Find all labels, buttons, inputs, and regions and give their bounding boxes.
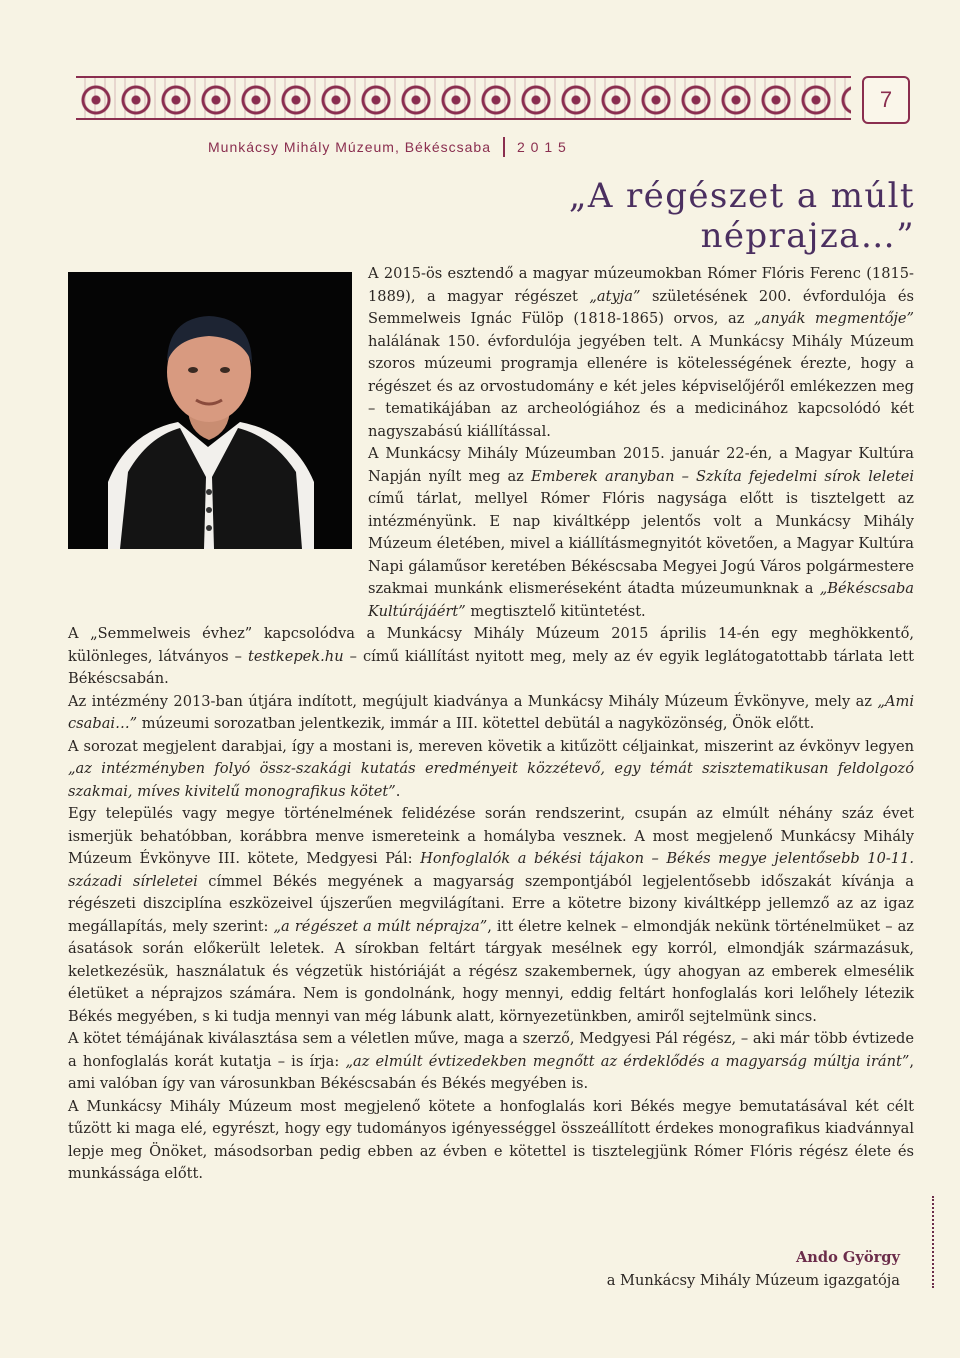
text-run: A sorozat megjelent darabjai, így a mostani is, mereven követik a kitűzött céljainkat, miszerint az évkönyv legyen bbox=[68, 737, 914, 755]
text-run: megtisztelő kitüntetést. bbox=[465, 602, 646, 620]
header-separator bbox=[503, 137, 505, 157]
portrait-photo bbox=[68, 272, 352, 549]
text-run: A Munkácsy Mihály Múzeum most megjelenő kötete a honfoglalás kori Békés megye bemutatásával két célt tűzött ki maga elé, egyrészt, hogy egy tudományos igényességgel összeállított érdekes monografikus kiadvánnyal lepje meg Önöket, másodsorban pedig ebben az évben e kötettel is tisztelegjünk Rómer Flóris régész élete és munkássága előtt. bbox=[68, 1097, 914, 1182]
text-run: születésének 200. évfordulója és Semmelweis Ignác Fülöp (1818-1865) orvos, az bbox=[368, 287, 914, 327]
text-run: halálának 150. évfordulója jegyében telt. A Munkácsy Mihály Múzeum szoros múzeumi programja ellenére is kötelességének érezte, hogy a régészet és az orvostudomány e két jeles képviselőjéről emlékezzen meg – tematikájában az archeológiához és a medicinához kapcsolódó két nagyszabású kiállítással. bbox=[368, 332, 914, 440]
text-run: . bbox=[395, 782, 401, 800]
italic-text-run: Honfoglalók a békési tájakon – Békés megye jelentősebb 10-11. századi sírleletei bbox=[68, 850, 914, 890]
text-run: címmel Békés megyének a magyarság szempontjából legjelentősebb időszakát kívánja a régészeti diszciplína eszközeivel újszerűen megvilágítani. Erre a kötetre bizony kiváltképp jellemző az az igaz megállapítás, mely szerint: bbox=[68, 872, 914, 935]
paragraph bbox=[68, 1028, 914, 1096]
italic-text-run: „az elmúlt évtizedekben megnőtt az érdeklődés a magyarság múltja iránt” bbox=[345, 1052, 910, 1070]
header-year: 2 0 1 5 bbox=[517, 139, 567, 155]
article-title: „A régészet a múlt néprajza…” bbox=[568, 176, 915, 256]
italic-text-run: „az intézményben folyó össz-szakági kutatás eredményeit közzétevő, egy témát szisztematikusan feldolgozó szakmai, míves kivitelű monografikus kötet” bbox=[68, 760, 914, 800]
text-run: , ami valóban így van városunkban Békéscsabán és Békés megyében is. bbox=[68, 1052, 914, 1092]
italic-text-run: „a régészet a múlt néprajza” bbox=[273, 917, 488, 935]
text-run: – című kiállítást nyitott meg, mely az év egyik leglátogatottabb tárlata lett Békéscsabán. bbox=[68, 647, 914, 687]
paragraph bbox=[68, 691, 914, 736]
intro-text bbox=[368, 263, 914, 623]
italic-text-run: „atyja” bbox=[589, 287, 641, 305]
signature-block bbox=[607, 1246, 900, 1292]
main-text bbox=[68, 623, 914, 1186]
paragraph bbox=[368, 443, 914, 623]
italic-text-run: „Békéscsaba Kultúrájáért” bbox=[368, 580, 914, 620]
paragraph bbox=[68, 623, 914, 691]
paragraph bbox=[68, 1096, 914, 1186]
page-number: 7 bbox=[862, 76, 910, 124]
decorative-ornament-band bbox=[76, 76, 851, 120]
text-run: A Munkácsy Mihály Múzeumban 2015. január 22-én, a Magyar Kultúra Napján nyílt meg az bbox=[368, 445, 914, 485]
text-run: Egy település vagy megye történelmének felidézése során rendszerint, csupán az elmúlt néhány száz évet ismerjük behatóbban, korábbra menve ismereteink a homályba vesznek. A most megjelenő Munkácsy Mihály Múzeum Évkönyve III. kötete, Medgyesi Pál: bbox=[68, 805, 914, 867]
italic-text-run: testkepek.hu bbox=[248, 647, 344, 665]
author-role: a Munkácsy Mihály Múzeum igazgatója bbox=[606, 1272, 900, 1289]
text-run: A „Semmelweis évhez” kapcsolódva a Munkácsy Mihály Múzeum 2015 április 14-én egy meghökkentő, különleges, látványos – bbox=[68, 625, 914, 665]
text-run: című tárlat, mellyel Rómer Flóris nagysága előtt is tisztelgett az intézményünk. E nap kiváltképp jelentős volt a Munkácsy Mihály Múzeum életében, mivel a kiállításmegnyitót követően, a Magyar Kultúra Napi gálaműsor keretében Békéscsaba Megyei Jogú Város polgármestere szakmai munkánk elismeréseként átadta múzeumunknak a bbox=[368, 490, 914, 597]
text-run: múzeumi sorozatban jelentkezik, immár a III. kötettel debütál a nagyközönség, Önök előtt. bbox=[137, 715, 815, 732]
paragraph bbox=[368, 263, 914, 443]
text-run: , itt életre kelnek – elmondják nekünk történelmüket – az ásatások során előkerült leletek. A sírokban feltárt tárgyak mesélnek egy korról, elmondják származásuk, keletkezésük, használatuk és végzetük históriáját a régész szakembernek, úgy ahogyan az emberek elmesélik életüket a néprajzos számára. Nem is gondolnánk, hogy mennyi, eddig feltárt honfoglalás kori lelőhely létezik Békés megyében, s ki tudja mennyi van még lábunk alatt, környezetünkben, amiről sejtelmünk sincs. bbox=[68, 917, 914, 1025]
text-run: A 2015-ös esztendő a magyar múzeumokban Rómer Flóris Ferenc (1815-1889), a magyar régészet bbox=[368, 265, 914, 305]
running-header bbox=[208, 136, 567, 158]
portrait-illustration bbox=[68, 272, 352, 549]
text-run: A kötet témájának kiválasztása sem a véletlen műve, maga a szerző, Medgyesi Pál régész, – aki már több évtizede a honfoglalás korát kutatja – is írja: bbox=[68, 1030, 914, 1070]
italic-text-run: „Ami csabai…” bbox=[68, 692, 914, 732]
author-name: Ando György bbox=[795, 1249, 900, 1266]
italic-text-run: Emberek aranyban – Szkíta fejedelmi sírok leletei bbox=[530, 467, 915, 485]
paragraph bbox=[68, 803, 914, 1028]
text-run: Az intézmény 2013-ban útjára indított, megújult kiadványa a Munkácsy Mihály Múzeum Évkönyve, mely az bbox=[68, 692, 878, 710]
paragraph bbox=[68, 736, 914, 804]
italic-text-run: „anyák megmentője” bbox=[754, 310, 914, 327]
header-museum-name: Munkácsy Mihály Múzeum, Békéscsaba bbox=[208, 139, 491, 155]
signature-dotted-rule bbox=[932, 1196, 934, 1288]
